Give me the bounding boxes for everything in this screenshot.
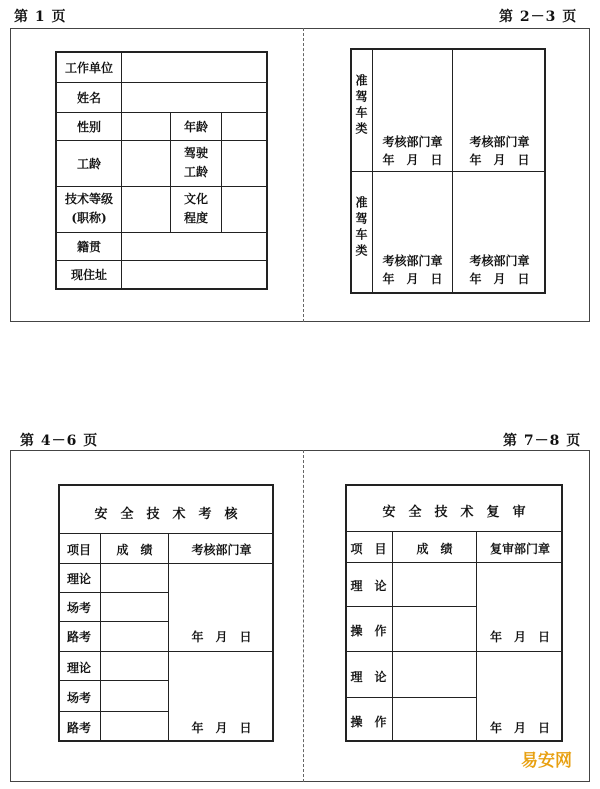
field-driving-seniority[interactable] (222, 140, 268, 186)
watermark-logo: 易安网 (521, 751, 572, 771)
label-name: 姓名 (56, 82, 122, 112)
bottom-spread-fold (303, 450, 304, 782)
review-date-1: 年 月 日 (489, 630, 550, 644)
label-seniority: 工龄 (56, 140, 122, 186)
stamp-label-3: 考核部门章 (382, 254, 443, 268)
safety-exam-title: 安 全 技 术 考 核 (94, 507, 238, 522)
personal-info-form (55, 51, 268, 290)
date-label-3: 年 月 日 (382, 272, 443, 286)
field-work-unit[interactable] (122, 52, 268, 82)
field-tech-grade[interactable] (122, 186, 171, 232)
date-label-1: 年 月 日 (382, 153, 443, 167)
label-work-unit: 工作单位 (56, 52, 122, 82)
top-spread-fold (303, 28, 304, 322)
review-date-2: 年 月 日 (489, 721, 550, 735)
date-label-4: 年 月 日 (469, 272, 530, 286)
vehicle-class-label-1: 准驾车类 (354, 74, 368, 138)
review-row-label: 操 作 (350, 624, 387, 638)
exam-row-label: 路考 (66, 721, 91, 735)
page-label-2-3: 第 2－3 页 (499, 9, 578, 25)
page-label-4-6: 第 4－6 页 (20, 433, 99, 449)
label-age: 年龄 (171, 112, 222, 140)
page-label-7-8: 第 7－8 页 (503, 433, 582, 449)
exam-col-score: 成 绩 (116, 543, 153, 557)
field-native-place[interactable] (122, 232, 268, 260)
date-label-2: 年 月 日 (469, 153, 530, 167)
exam-date-1: 年 月 日 (191, 630, 252, 644)
stamp-label-1: 考核部门章 (382, 135, 443, 149)
safety-review-title: 安 全 技 术 复 审 (382, 505, 526, 520)
label-address: 现住址 (56, 260, 122, 289)
exam-row-label: 理论 (66, 661, 91, 675)
field-education[interactable] (222, 186, 268, 232)
review-row-label: 操 作 (350, 715, 387, 729)
stamp-label-4: 考核部门章 (469, 254, 530, 268)
label-education: 文化 程度 (171, 186, 222, 232)
field-age[interactable] (222, 112, 268, 140)
field-name[interactable] (122, 82, 268, 112)
exam-row-label: 理论 (66, 572, 91, 586)
exam-date-2: 年 月 日 (191, 721, 252, 735)
review-row-label: 理 论 (350, 579, 387, 593)
label-driving-seniority: 驾驶工龄 (171, 140, 222, 186)
safety-review-box (345, 484, 563, 742)
exam-col-stamp: 考核部门章 (191, 543, 252, 557)
review-col-stamp: 复审部门章 (489, 542, 550, 556)
page-label-1: 第 1 页 (14, 9, 67, 25)
exam-row-label: 路考 (66, 630, 91, 644)
field-address[interactable] (122, 260, 268, 289)
review-col-score: 成 绩 (416, 542, 453, 556)
review-col-item: 项 目 (350, 542, 387, 556)
exam-col-item: 项目 (66, 543, 91, 557)
vehicle-class-label-2: 准驾车类 (354, 196, 368, 260)
field-gender[interactable] (122, 112, 171, 140)
review-row-label: 理 论 (350, 670, 387, 684)
label-gender: 性别 (56, 112, 122, 140)
label-native-place: 籍贯 (56, 232, 122, 260)
exam-row-label: 场考 (66, 601, 91, 615)
field-seniority[interactable] (122, 140, 171, 186)
stamp-label-2: 考核部门章 (469, 135, 530, 149)
exam-row-label: 场考 (66, 691, 91, 705)
label-tech-grade: 技术等级 (职称) (56, 186, 122, 232)
